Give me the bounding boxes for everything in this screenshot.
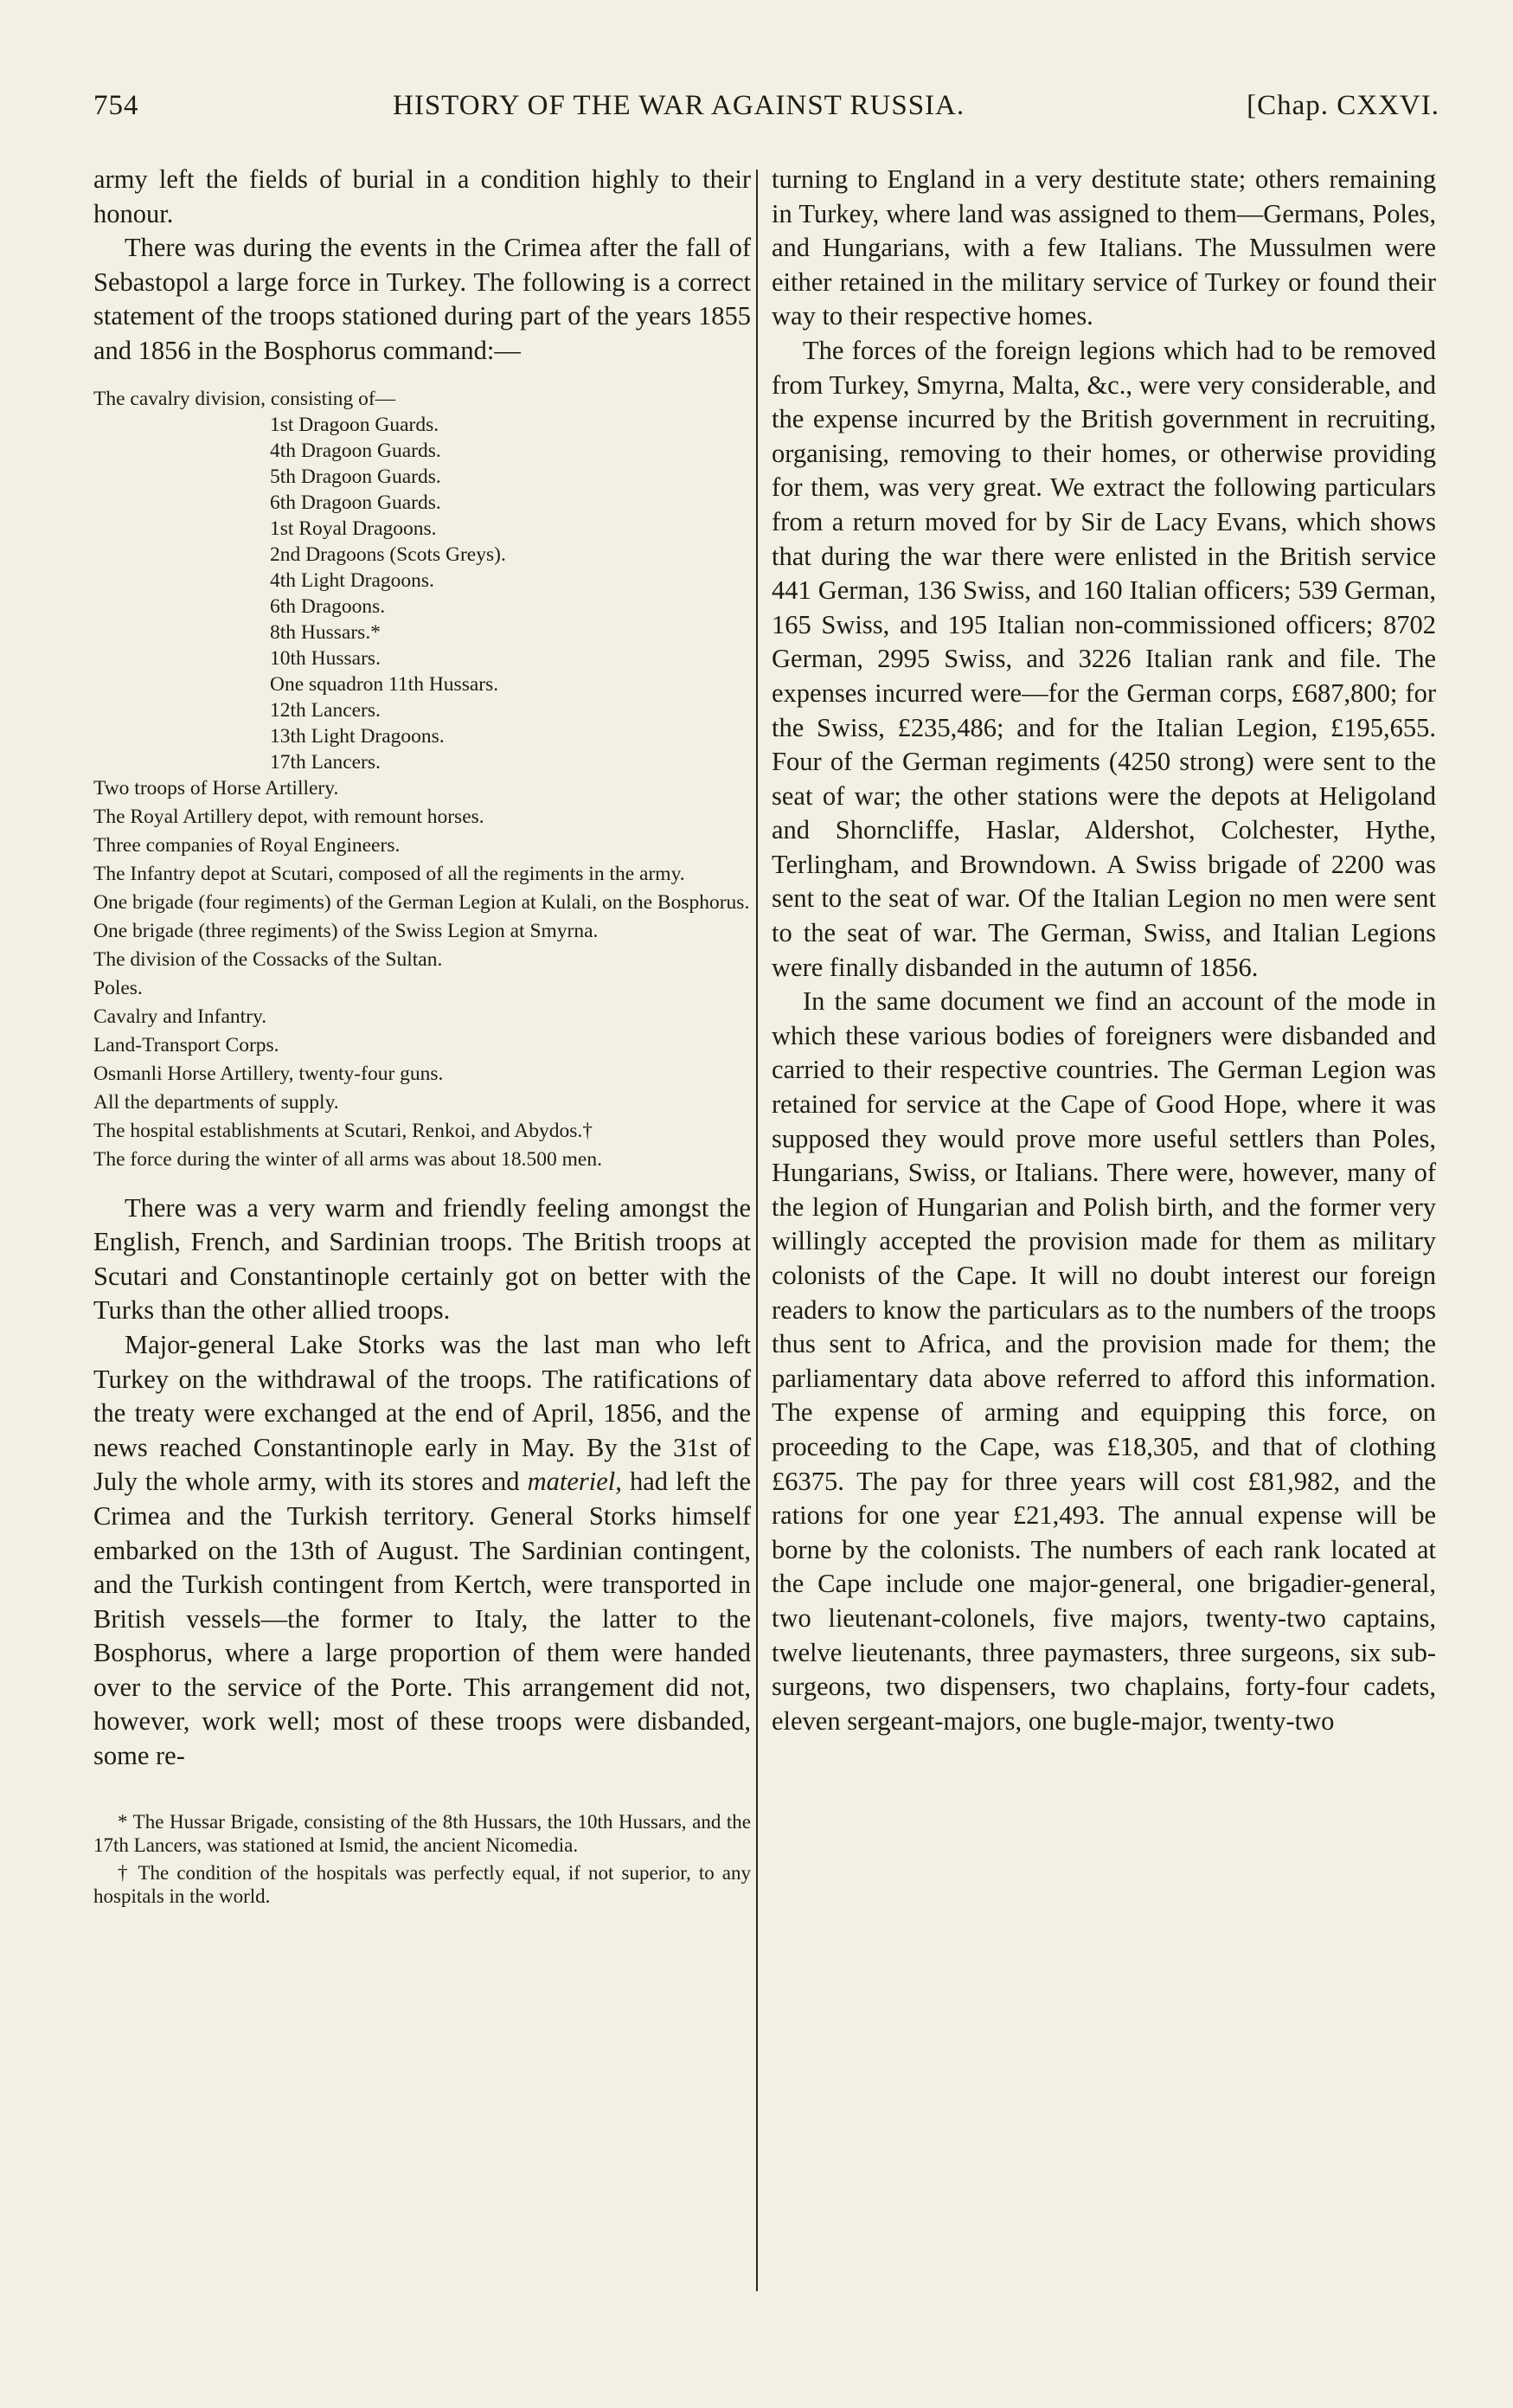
- right-column: [772, 163, 1436, 1738]
- running-title: HISTORY OF THE WAR AGAINST RUSSIA.: [393, 90, 965, 121]
- list-item: The force during the winter of all arms was about 18.500 men.: [93, 1147, 602, 1171]
- left-column: [93, 163, 751, 1912]
- footnote-1: * The Hussar Brigade, consisting of the 8th Hussars, the 10th Hussars, and the 17th Lancers, was stationed at Ismid, the ancient Nicomedia.: [93, 1810, 751, 1857]
- cavalry-heading: The cavalry division, consisting of—: [93, 387, 396, 410]
- chapter-label: [Chap. CXXVI.: [1247, 90, 1439, 121]
- left-paragraph-4-text-a: Major-general Lake Storks was the last man who left Turkey on the withdrawal of the troops. The ratifications of the treaty were exchanged at the end of April, 1856, and the news reached Constantinople early in May. By the 31st of July the whole army, with its stores and: [93, 1329, 751, 1497]
- cavalry-unit: 4th Light Dragoons.: [270, 568, 434, 592]
- list-item: Poles.: [93, 976, 143, 999]
- cavalry-unit: 10th Hussars.: [270, 646, 381, 670]
- list-item: Osmanli Horse Artillery, twenty-four guns.: [93, 1062, 444, 1085]
- cavalry-unit: 6th Dragoon Guards.: [270, 491, 441, 514]
- right-paragraph-3: In the same document we find an account of the mode in which these various bodies of foreigners were disbanded and carried to their respective countries. The German Legion was retained for service at the Cape of Good Hope, where it was supposed they would prove more useful settlers than Poles, Hungarians, Swiss, or Italians. There were, however, many of the legion of Hungarian and Polish birth, and the former very willingly accepted the provision made for them as military colonists of the Cape. It will no doubt interest our foreign readers to know the particulars as to the numbers of the troops thus sent to Africa, and the provision made for them; the parliamentary data above referred to afford this information. The expense of arming and equipping this force, on proceeding to the Cape, was £18,305, and that of clothing £6375. The pay for three years will cost £81,982, and the rations for one year £21,493. The annual expense will be borne by the colonists. The numbers of each rank located at the Cape include one major-general, one brigadier-general, two lieutenant-colonels, five majors, twenty-two captains, twelve lieutenants, three paymasters, three surgeons, six sub-surgeons, two dispensers, two chaplains, forty-four cadets, eleven sergeant-majors, one bugle-major, twenty-two: [772, 986, 1436, 1736]
- list-item: Three companies of Royal Engineers.: [93, 833, 401, 857]
- column-rule: [756, 170, 758, 2291]
- list-item: The division of the Cossacks of the Sultan.: [93, 947, 443, 971]
- page-number: 754: [93, 90, 139, 121]
- list-item: The Infantry depot at Scutari, composed of all the regiments in the army.: [93, 862, 685, 885]
- running-head: [93, 90, 1439, 132]
- cavalry-unit: 5th Dragoon Guards.: [270, 465, 441, 488]
- right-paragraph-1: turning to England in a very destitute state; others remaining in Turkey, where land was assigned to them—Germans, Poles, and Hungarians, with a few Italians. The Mussulmen were either retained in the military service of Turkey or found their way to their respective homes.: [772, 164, 1436, 331]
- list-item: One brigade (three regiments) of the Swiss Legion at Smyrna.: [93, 919, 599, 942]
- list-item: All the departments of supply.: [93, 1090, 339, 1114]
- cavalry-unit: 4th Dragoon Guards.: [270, 439, 441, 462]
- cavalry-unit: 1st Dragoon Guards.: [270, 413, 439, 436]
- footnote-2: † The condition of the hospitals was perfectly equal, if not superior, to any hospitals in the world.: [93, 1861, 751, 1908]
- list-item: Two troops of Horse Artillery.: [93, 776, 339, 799]
- left-paragraph-3: There was a very warm and friendly feeling amongst the English, French, and Sardinian troops. The British troops at Scutari and Constantinople certainly got on better with the Turks than the other allied troops.: [93, 1192, 751, 1326]
- cavalry-unit: 1st Royal Dragoons.: [270, 517, 437, 540]
- list-item: The hospital establishments at Scutari, Renkoi, and Abydos.†: [93, 1119, 593, 1142]
- cavalry-unit: 17th Lancers.: [270, 750, 381, 774]
- cavalry-unit: 8th Hussars.*: [270, 620, 381, 644]
- italic-word: materiel,: [527, 1467, 622, 1497]
- footnotes: [93, 1810, 751, 1909]
- left-paragraph-1: army left the fields of burial in a condition highly to their honour.: [93, 164, 751, 228]
- list-item: The Royal Artillery depot, with remount horses.: [93, 805, 484, 828]
- cavalry-unit: 2nd Dragoons (Scots Greys).: [270, 543, 506, 566]
- list-item: Land-Transport Corps.: [93, 1033, 279, 1056]
- cavalry-unit: 6th Dragoons.: [270, 594, 386, 618]
- left-paragraph-4-text-b: had left the Crimea and the Turkish territory. General Storks himself embarked on the 13th of August. The Sardinian contingent, and the Turkish contingent from Kertch, were transported in British vessels—the former to Italy, the latter to the Bosphorus, where a large proportion of them were handed over to the service of the Porte. This arrangement did not, however, work well; most of these troops were disbanded, some re-: [93, 1467, 751, 1771]
- list-item: Cavalry and Infantry.: [93, 1005, 267, 1028]
- left-paragraph-2: There was during the events in the Crimea after the fall of Sebastopol a large force in Turkey. The following is a correct statement of the troops stationed during part of the years 1855 and 1856 in the Bosphorus command:—: [93, 233, 751, 365]
- cavalry-unit: 12th Lancers.: [270, 698, 381, 722]
- right-paragraph-2: The forces of the foreign legions which had to be removed from Turkey, Smyrna, Malta, &c., were very considerable, and the expense incurred by the British government in recruiting, organising, removing to their homes, or otherwise providing for them, was very great. We extract the following particulars from a return moved for by Sir de Lacy Evans, which shows that during the war there were enlisted in the British service 441 German, 136 Swiss, and 160 Italian officers; 539 German, 165 Swiss, and 195 Italian non-commissioned officers; 8702 German, 2995 Swiss, and 3226 Italian rank and file. The expenses incurred were—for the German corps, £687,800; for the Swiss, £235,486; and for the Italian Legion, £195,655. Four of the German regiments (4250 strong) were sent to the seat of war; the other stations were the depots at Heligoland and Shorncliffe, Haslar, Aldershot, Colchester, Hythe, Terlingham, and Browndown. A Swiss brigade of 2200 was sent to the seat of war. Of the Italian Legion no men were sent to the seat of war. The German, Swiss, and Italian Legions were finally disbanded in the autumn of 1856.: [772, 335, 1436, 982]
- left-paragraph-4: [93, 1328, 751, 1774]
- list-item: One brigade (four regiments) of the German Legion at Kulali, on the Bosphorus.: [93, 890, 750, 914]
- cavalry-unit: One squadron 11th Hussars.: [270, 672, 499, 696]
- cavalry-unit: 13th Light Dragoons.: [270, 724, 445, 748]
- troop-list: [93, 386, 751, 1172]
